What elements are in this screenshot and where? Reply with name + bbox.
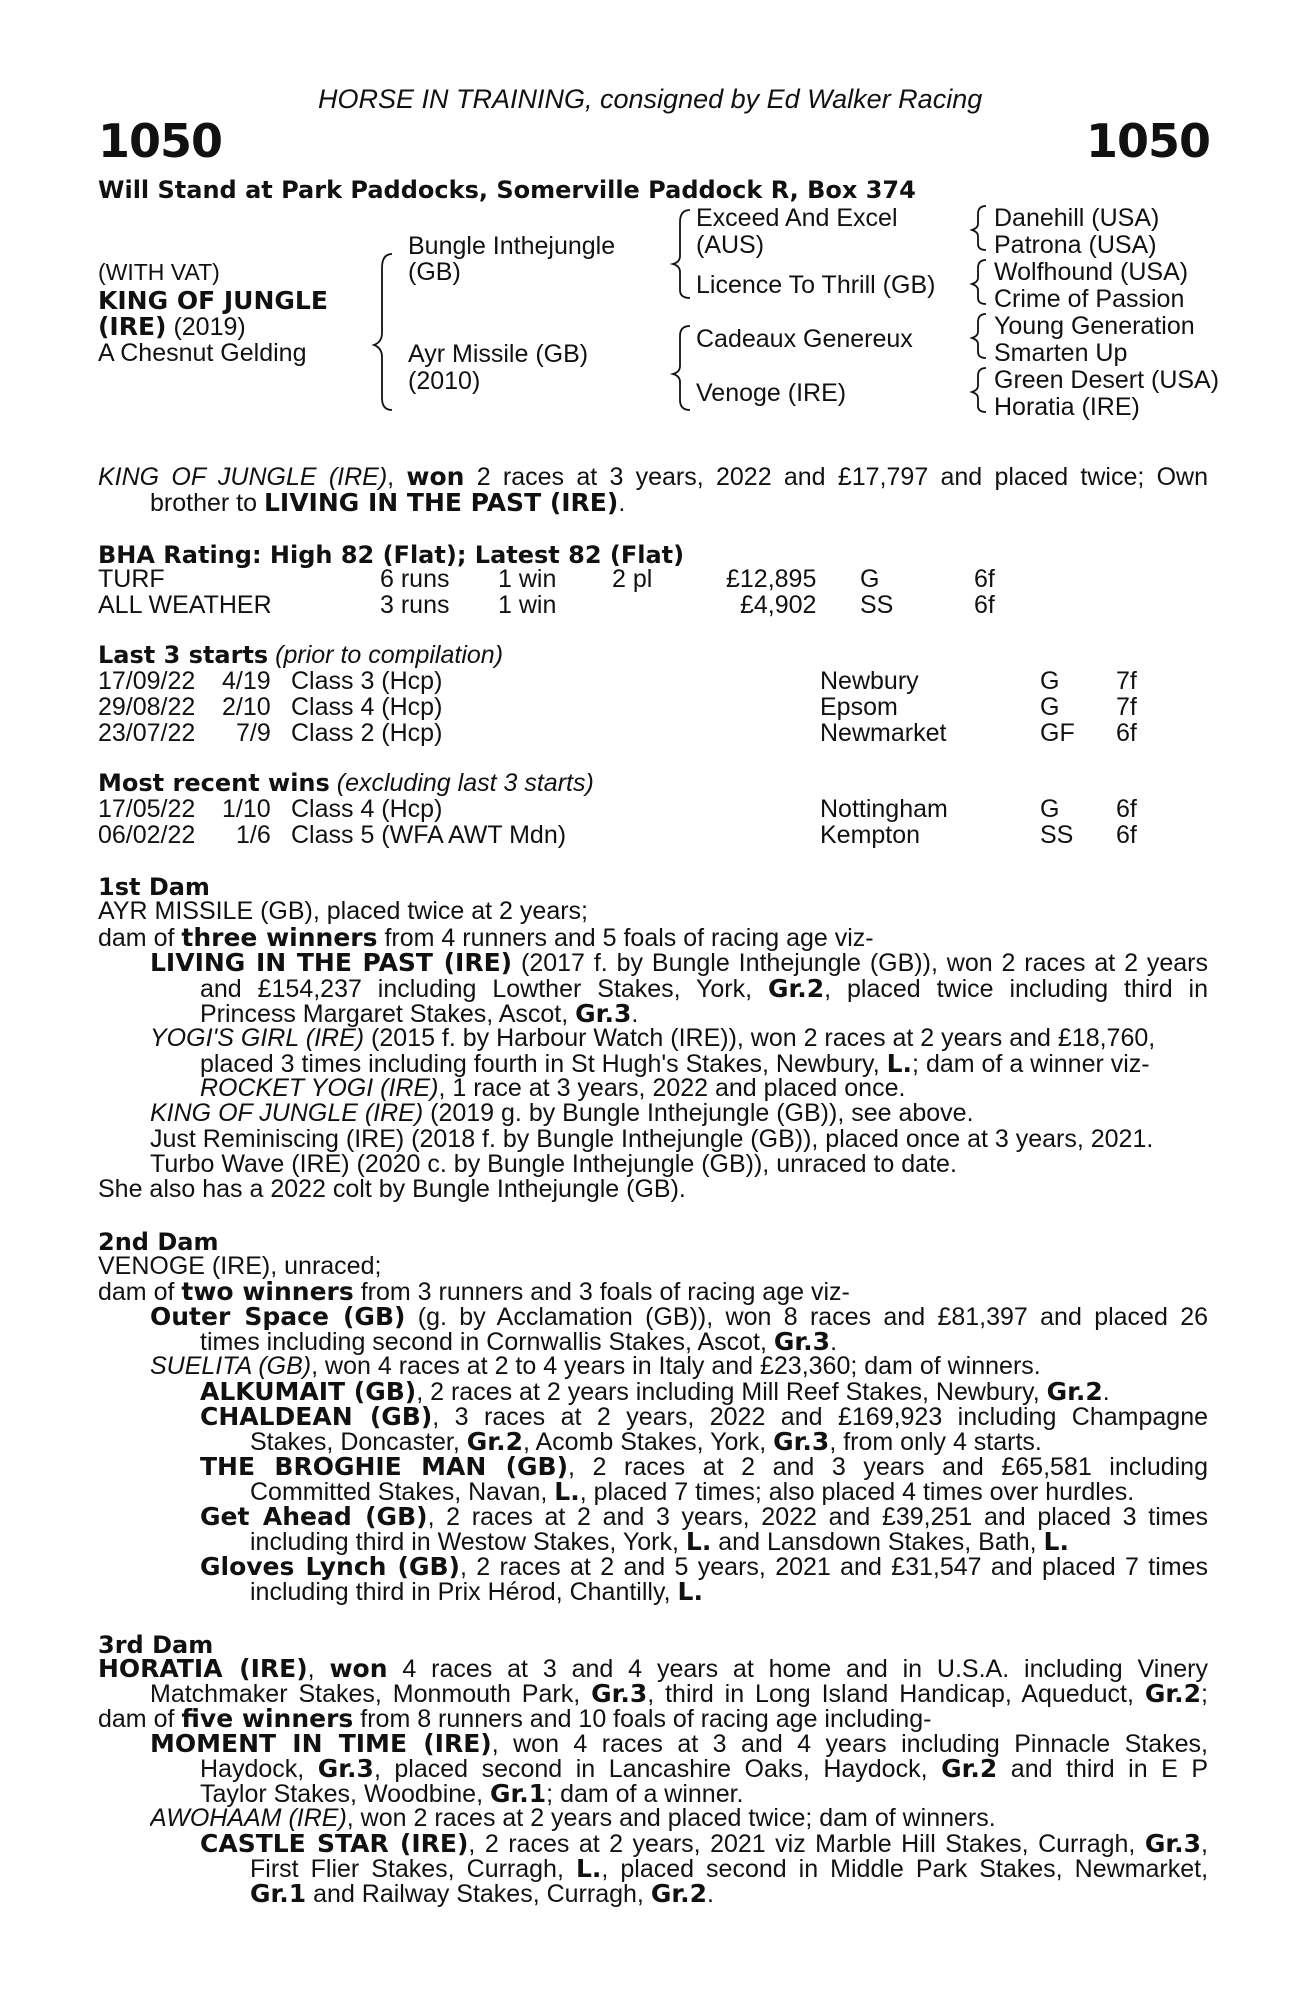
text-span: from 4 runners and 5 foals of racing age viz- — [384, 925, 874, 952]
race-distance: 6f — [1116, 821, 1137, 849]
race-date: 17/05/22 — [98, 795, 196, 823]
second-dam-line — [150, 1354, 1260, 1379]
text-span: L. — [554, 1479, 580, 1506]
third-dam-line — [250, 1881, 1314, 1907]
first-dam-title: 1st Dam — [98, 873, 210, 901]
text-span: dam of — [98, 925, 175, 952]
text-span: , 2 races at 2 years, 2021 viz Marble Hill Stakes, Curragh, — [468, 1831, 1136, 1858]
text-span: ; — [1201, 1681, 1208, 1708]
text-span: , 3 races at 2 years, 2022 and £169,923 including Champagne — [432, 1404, 1208, 1431]
pedigree-sire-sire: Exceed And Excel — [696, 204, 898, 232]
text-span: 4 races at 3 and 4 years at home and in U.S.A. including Vinery — [402, 1656, 1208, 1683]
horse-name: KING OF JUNGLE — [98, 286, 328, 315]
second-dam-title: 2nd Dam — [98, 1228, 219, 1256]
race-class: Class 4 (Hcp) — [291, 795, 443, 823]
text-span: Gr.3 — [591, 1681, 648, 1708]
pedigree-ddd: Horatia (IRE) — [994, 393, 1140, 421]
pedigree-sss: Danehill (USA) — [994, 204, 1160, 232]
text-span: KING OF JUNGLE (IRE) — [150, 1101, 424, 1127]
pedigree-dam: Ayr Missile (GB) — [408, 340, 589, 368]
text-span: five winners — [181, 1706, 354, 1733]
text-span: HORATIA (IRE) — [98, 1656, 308, 1683]
second-dam-line — [250, 1579, 1314, 1605]
pedigree-dss: Young Generation — [994, 312, 1195, 340]
text-span: , 1 race at 3 years, 2022 and placed once. — [438, 1076, 906, 1102]
race-class: Class 4 (Hcp) — [291, 693, 443, 721]
text-span: . — [707, 1881, 714, 1908]
pedigree-dsd: Smarten Up — [994, 339, 1128, 367]
text-span: ; dam of a winner. — [546, 1781, 744, 1808]
lot-number-left: 1050 — [98, 114, 223, 168]
rating-prize: £12,895 — [726, 565, 817, 593]
recent-wins-note: (excluding last 3 starts) — [336, 769, 594, 797]
text-span: ROCKET YOGI (IRE) — [200, 1076, 439, 1102]
race-date: 06/02/22 — [98, 821, 196, 849]
text-span: (2017 f. by Bungle Inthejungle (GB)), won 2 races at 2 years — [521, 950, 1208, 977]
text-span: and third in E P — [1010, 1756, 1208, 1783]
rating-runs: 3 runs — [380, 591, 450, 619]
recent-wins-title: Most recent wins — [98, 769, 330, 797]
text-span: three winners — [181, 925, 378, 952]
text-span: , won 4 races at 2 to 4 years in Italy and £23,360; dam of winners. — [311, 1354, 1041, 1380]
text-span: LIVING IN THE PAST (IRE) — [150, 950, 513, 977]
text-span: from 8 runners and 10 foals of racing age including- — [360, 1706, 932, 1733]
pedigree-sds: Wolfhound (USA) — [994, 258, 1189, 286]
race-going: G — [1040, 795, 1060, 823]
text-span: CHALDEAN (GB) — [200, 1404, 433, 1431]
text-span: AWOHAAM (IRE) — [150, 1806, 347, 1832]
text-span: Gr.2 — [466, 1429, 523, 1456]
brace-ds — [972, 314, 986, 358]
rating-wins: 1 win — [498, 591, 557, 619]
text-span: dam of — [98, 1706, 175, 1733]
race-distance: 7f — [1116, 667, 1137, 695]
first-dam-line — [150, 950, 1208, 976]
third-dam-line — [150, 1731, 1208, 1757]
text-span: CASTLE STAR (IRE) — [200, 1831, 469, 1858]
pedigree-sdd: Crime of Passion — [994, 285, 1185, 313]
race-distance: 6f — [1116, 795, 1137, 823]
summary-brother-text: brother to — [150, 490, 258, 517]
rating-wins: 1 win — [498, 565, 557, 593]
text-span: THE BROGHIE MAN (GB) — [200, 1454, 569, 1481]
race-going: G — [1040, 693, 1060, 721]
second-dam-line — [200, 1379, 1310, 1405]
text-span: including third in Westow Stakes, York, — [250, 1529, 679, 1556]
brace-dd — [972, 368, 986, 412]
race-position: 1/6 — [236, 821, 271, 849]
race-distance: 6f — [1116, 719, 1137, 747]
rating-going: SS — [860, 591, 894, 619]
pedigree-sire: Bungle Inthejungle — [408, 232, 616, 260]
sire-brace — [673, 210, 690, 298]
text-span: MOMENT IN TIME (IRE) — [150, 1731, 492, 1758]
summary-line-2 — [150, 490, 1260, 516]
text-span: . — [631, 1001, 639, 1028]
text-span: , Acomb Stakes, York, — [522, 1429, 767, 1456]
second-dam-line — [200, 1504, 1208, 1530]
pedigree-ssd: Patrona (USA) — [994, 231, 1157, 259]
text-span: , from only 4 starts. — [829, 1429, 1042, 1456]
text-span: , 2 races at 2 and 3 years, 2022 and £39,251 and placed 3 times — [427, 1504, 1208, 1531]
rating-surface: TURF — [98, 565, 165, 593]
text-span: Gr.3 — [1144, 1831, 1202, 1858]
text-span: L. — [575, 1856, 602, 1883]
text-span: won — [329, 1656, 388, 1683]
summary-horse-name: KING OF JUNGLE (IRE) — [98, 464, 388, 490]
text-span: Gr.2 — [1046, 1379, 1103, 1406]
text-span: , 2 races at 2 years including Mill Reef Stakes, Newbury, — [416, 1379, 1040, 1406]
text-span: L. — [685, 1529, 712, 1556]
text-span: YOGI'S GIRL (IRE) — [150, 1026, 365, 1052]
text-span: L. — [1043, 1529, 1069, 1556]
text-span: , placed twice including third in — [824, 976, 1208, 1003]
text-span: , — [1201, 1831, 1208, 1858]
text-span: (2015 f. by Harbour Watch (IRE)), won 2 races at 2 years and £18,760, — [371, 1026, 1156, 1052]
text-span: from 3 runners and 3 foals of racing age viz- — [360, 1279, 850, 1306]
pedigree-sire-country: (GB) — [408, 258, 461, 286]
race-date: 23/07/22 — [98, 719, 196, 747]
race-course: Newbury — [820, 667, 919, 695]
first-dam-line — [200, 976, 1208, 1002]
bha-rating-title: BHA Rating: High 82 (Flat); Latest 82 (Flat) — [98, 541, 685, 569]
second-dam-line — [250, 1429, 1314, 1455]
text-span: Gr.2 — [650, 1881, 707, 1908]
text-span: Matchmaker Stakes, Monmouth Park, — [150, 1681, 581, 1708]
third-dam-line — [200, 1781, 1310, 1807]
first-dam-line: Just Reminiscing (IRE) (2018 f. by Bungle Inthejungle (GB)), placed once at 3 years, 2021. — [150, 1127, 1154, 1153]
horse-name-suffix: (IRE) — [98, 312, 167, 341]
text-span: times including second in Cornwallis Stakes, Ascot, — [200, 1329, 767, 1356]
summary-line-1: KING OF JUNGLE (IRE), won 2 races at 3 years, 2022 and £17,797 and placed twice; Own — [98, 464, 1208, 490]
text-span: placed 3 times including fourth in St Hugh's Stakes, Newbury, — [200, 1051, 880, 1078]
second-dam-line — [200, 1554, 1208, 1580]
text-span: Gr.1 — [489, 1781, 547, 1808]
text-span: dam of — [98, 1279, 175, 1306]
main-brace — [374, 254, 392, 410]
text-span: two winners — [181, 1279, 354, 1306]
pedigree-sire-dam: Licence To Thrill (GB) — [696, 271, 936, 299]
first-dam-line — [200, 1076, 1310, 1101]
race-going: SS — [1040, 821, 1074, 849]
text-span: Get Ahead (GB) — [200, 1504, 428, 1531]
text-span: , 2 races at 2 and 5 years, 2021 and £31,547 and placed 7 times — [459, 1554, 1208, 1581]
text-span: Gr.3 — [773, 1329, 831, 1356]
last3-title: Last 3 starts — [98, 641, 269, 669]
first-dam-line — [98, 925, 1208, 951]
race-class: Class 3 (Hcp) — [291, 667, 443, 695]
first-dam-line: Turbo Wave (IRE) (2020 c. by Bungle Inthejungle (GB)), unraced to date. — [150, 1152, 957, 1178]
pedigree-dam-dam: Venoge (IRE) — [696, 379, 847, 407]
race-position: 7/9 — [236, 719, 271, 747]
text-span: , — [307, 1656, 315, 1683]
third-dam-line — [98, 1706, 1208, 1732]
third-dam-line — [200, 1831, 1208, 1857]
text-span: Gr.3 — [575, 1001, 632, 1028]
rating-places: 2 pl — [612, 565, 653, 593]
rating-distance: 6f — [974, 591, 995, 619]
rating-distance: 6f — [974, 565, 995, 593]
text-span: and Railway Stakes, Curragh, — [313, 1881, 644, 1908]
first-dam-line — [200, 1001, 1310, 1027]
text-span: ; dam of a winner viz- — [912, 1051, 1150, 1078]
text-span: First Flier Stakes, Curragh, — [250, 1856, 564, 1883]
third-dam-line — [200, 1756, 1208, 1782]
lot-number-right: 1050 — [1086, 114, 1211, 168]
rating-runs: 6 runs — [380, 565, 450, 593]
third-dam-title: 3rd Dam — [98, 1631, 214, 1659]
first-dam-line: AYR MISSILE (GB), placed twice at 2 years; — [98, 899, 588, 925]
rating-going: G — [860, 565, 880, 593]
text-span: Gr.1 — [250, 1881, 307, 1908]
pedigree-sire-sire-country: (AUS) — [696, 231, 765, 259]
text-span: SUELITA (GB) — [150, 1354, 312, 1380]
text-span: Committed Stakes, Navan, — [250, 1479, 548, 1506]
second-dam-line — [150, 1304, 1208, 1330]
stable-location: Will Stand at Park Paddocks, Somerville Paddock R, Box 374 — [98, 176, 916, 204]
vat-note: (WITH VAT) — [98, 259, 220, 285]
first-dam-line — [200, 1051, 1310, 1077]
third-dam-line — [98, 1656, 1208, 1682]
text-span: , won 4 races at 3 and 4 years including Pinnacle Stakes, — [491, 1731, 1208, 1758]
summary-won: won — [406, 464, 465, 490]
third-dam-line — [150, 1806, 1260, 1831]
text-span: Gr.2 — [941, 1756, 998, 1783]
text-span: L. — [677, 1579, 703, 1606]
race-position: 2/10 — [222, 693, 271, 721]
race-position: 4/19 — [222, 667, 271, 695]
text-span: Gloves Lynch (GB) — [200, 1554, 460, 1581]
race-course: Nottingham — [820, 795, 948, 823]
text-span: Gr.3 — [773, 1429, 830, 1456]
first-dam-line — [150, 1026, 1260, 1051]
race-course: Newmarket — [820, 719, 947, 747]
race-class: Class 2 (Hcp) — [291, 719, 443, 747]
text-span: Gr.2 — [1144, 1681, 1202, 1708]
recent-wins-heading — [98, 771, 594, 796]
race-date: 29/08/22 — [98, 693, 196, 721]
text-span: , won 2 races at 2 years and placed twice; dam of winners. — [346, 1806, 996, 1832]
second-dam-line — [250, 1479, 1314, 1505]
second-dam-line — [250, 1529, 1314, 1555]
last3-note: (prior to compilation) — [275, 641, 504, 669]
text-span: including third in Prix Hérod, Chantilly, — [250, 1579, 671, 1606]
text-span: , placed second in Lancashire Oaks, Haydock, — [373, 1756, 928, 1783]
second-dam-line: VENOGE (IRE), unraced; — [98, 1254, 382, 1280]
race-course: Kempton — [820, 821, 921, 849]
race-going: GF — [1040, 719, 1075, 747]
second-dam-line — [200, 1454, 1208, 1480]
race-position: 1/10 — [222, 795, 271, 823]
text-span: (g. by Acclamation (GB)), won 8 races and £81,397 and placed 26 — [417, 1304, 1208, 1331]
race-distance: 7f — [1116, 693, 1137, 721]
text-span: Stakes, Doncaster, — [250, 1429, 460, 1456]
summary-line2-end: . — [618, 490, 626, 517]
page-header-title: HORSE IN TRAINING, consigned by Ed Walker Racing — [318, 84, 983, 114]
first-dam-line — [150, 1101, 1260, 1126]
summary-sibling: LIVING IN THE PAST (IRE) — [263, 490, 619, 517]
summary-text: 2 races at 3 years, 2022 and £17,797 and placed twice; Own — [476, 464, 1208, 490]
text-span: , placed 7 times; also placed 4 times over hurdles. — [579, 1479, 1135, 1506]
text-span: Outer Space (GB) — [150, 1304, 406, 1331]
second-dam-line — [98, 1279, 1208, 1305]
third-dam-line — [250, 1856, 1208, 1882]
text-span: , 2 races at 2 and 3 years and £65,581 including — [568, 1454, 1208, 1481]
text-span: . — [1102, 1379, 1110, 1406]
text-span: (2019 g. by Bungle Inthejungle (GB)), see above. — [430, 1101, 974, 1127]
first-dam-line: She also has a 2022 colt by Bungle Inthejungle (GB). — [98, 1177, 686, 1203]
horse-description: A Chesnut Gelding — [98, 339, 307, 367]
text-span: , third in Long Island Handicap, Aqueduct, — [647, 1681, 1134, 1708]
pedigree-dds: Green Desert (USA) — [994, 366, 1220, 394]
text-span: and £154,237 including Lowther Stakes, York, — [200, 976, 753, 1003]
last3-heading — [98, 643, 503, 668]
brace-ss — [972, 206, 986, 250]
pedigree-dam-year: (2010) — [408, 367, 481, 395]
second-dam-line — [200, 1329, 1310, 1355]
rating-prize: £4,902 — [740, 591, 817, 619]
text-span: ALKUMAIT (GB) — [200, 1379, 417, 1406]
text-span: Princess Margaret Stakes, Ascot, — [200, 1001, 569, 1028]
text-span: Gr.3 — [317, 1756, 374, 1783]
race-course: Epsom — [820, 693, 898, 721]
text-span: Haydock, — [200, 1756, 305, 1783]
dam-brace — [673, 326, 690, 410]
race-class: Class 5 (WFA AWT Mdn) — [291, 821, 567, 849]
third-dam-line — [150, 1681, 1208, 1707]
second-dam-line — [200, 1404, 1208, 1430]
pedigree-dam-sire: Cadeaux Genereux — [696, 325, 913, 353]
text-span: . — [830, 1329, 838, 1356]
text-span: L. — [886, 1051, 913, 1078]
text-span: , placed second in Middle Park Stakes, Newmarket, — [601, 1856, 1208, 1883]
text-span: Taylor Stakes, Woodbine, — [200, 1781, 484, 1808]
text-span: Gr.2 — [767, 976, 825, 1003]
rating-surface: ALL WEATHER — [98, 591, 272, 619]
brace-sd — [972, 260, 986, 304]
text-span: and Lansdown Stakes, Bath, — [718, 1529, 1037, 1556]
horse-year: (2019) — [173, 313, 246, 341]
race-date: 17/09/22 — [98, 667, 196, 695]
race-going: G — [1040, 667, 1060, 695]
